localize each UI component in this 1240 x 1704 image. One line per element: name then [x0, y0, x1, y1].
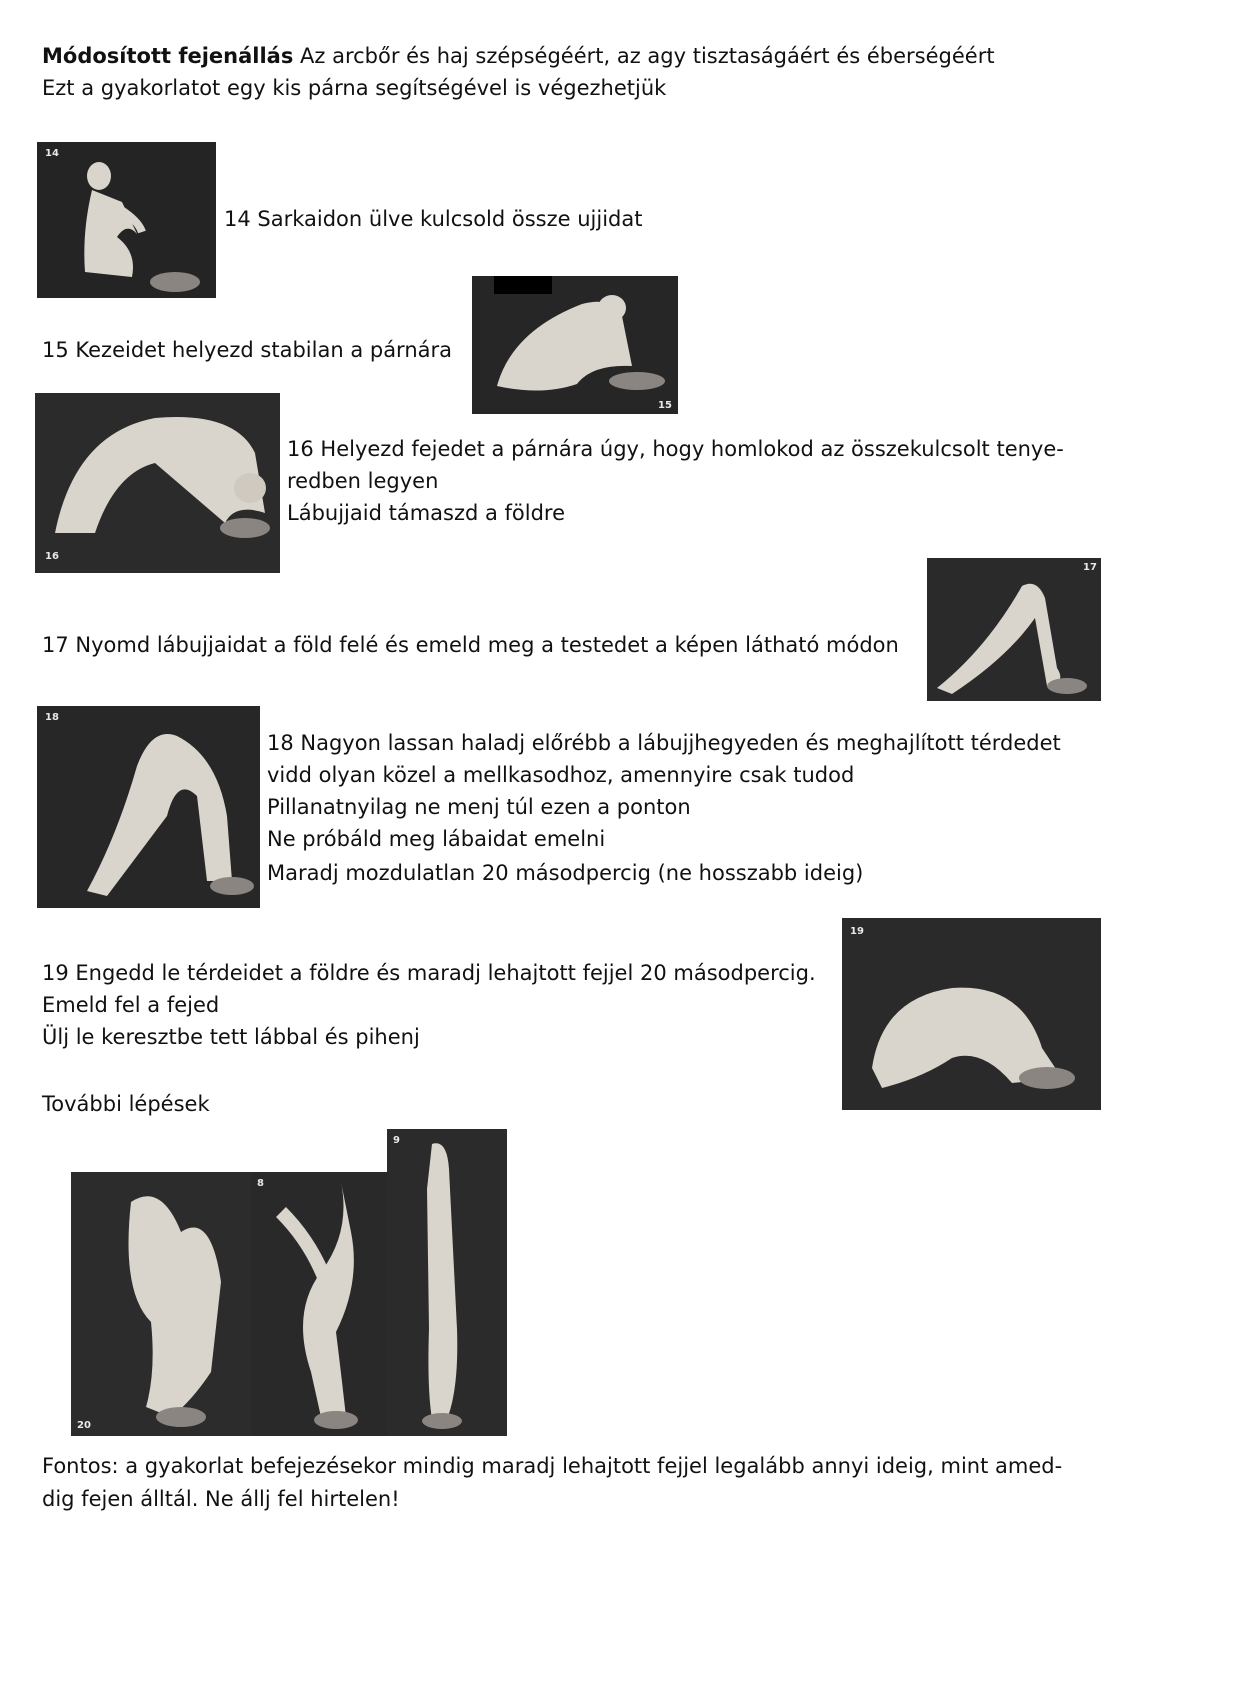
- photo-number-8: 8: [257, 1178, 264, 1189]
- step-16-line-3: Lábujjaid támaszd a földre: [287, 501, 566, 525]
- photo-number-20: 20: [77, 1420, 91, 1431]
- photo-step-18: [37, 706, 260, 908]
- photo-number-9: 9: [393, 1135, 400, 1146]
- photo-further-8: [251, 1172, 387, 1436]
- step-18-line-3: Pillanatnyilag ne menj túl ezen a ponton: [267, 795, 691, 819]
- step-17-text: 17 Nyomd lábujjaidat a föld felé és emeld meg a testedet a képen látható módon: [42, 633, 899, 657]
- photo-number-18: 18: [45, 712, 59, 723]
- photo-further-9: [387, 1129, 507, 1436]
- redaction-bar: [494, 276, 552, 294]
- heading-subtitle: Az arcbőr és haj szépségéért, az agy tisztaságáért és éberségéért: [293, 44, 995, 68]
- footer-line-2: dig fejen álltál. Ne állj fel hirtelen!: [42, 1487, 400, 1511]
- photo-step-16: [35, 393, 280, 573]
- photo-step-19: [842, 918, 1101, 1110]
- heading-line2: Ezt a gyakorlatot egy kis párna segítségével is végezhetjük: [42, 76, 667, 100]
- step-15-text: 15 Kezeidet helyezd stabilan a párnára: [42, 338, 453, 362]
- step-19-line-2: Emeld fel a fejed: [42, 993, 220, 1017]
- photo-step-15: [472, 276, 678, 414]
- photo-number-14: 14: [45, 148, 59, 159]
- photo-further-20: [71, 1172, 251, 1436]
- footer-line-1: Fontos: a gyakorlat befejezésekor mindig maradj lehajtott fejjel legalább annyi ideig, mint amed-: [42, 1454, 1063, 1478]
- step-19-line-1: 19 Engedd le térdeidet a földre és maradj lehajtott fejjel 20 másodpercig.: [42, 961, 816, 985]
- step-16-line-2: redben legyen: [287, 469, 439, 493]
- photo-number-15: 15: [658, 400, 672, 411]
- step-18-line-1: 18 Nagyon lassan haladj előrébb a lábujjhegyeden és meghajlított térdedet: [267, 731, 1061, 755]
- step-16-line-1: 16 Helyezd fejedet a párnára úgy, hogy homlokod az összekulcsolt tenye-: [287, 437, 1064, 461]
- step-18-line-4: Ne próbáld meg lábaidat emelni: [267, 827, 606, 851]
- step-18-line-2: vidd olyan közel a mellkasodhoz, amennyire csak tudod: [267, 763, 855, 787]
- step-14-text: 14 Sarkaidon ülve kulcsold össze ujjidat: [224, 207, 643, 231]
- heading-title: Módosított fejenállás: [42, 44, 294, 68]
- step-19-line-3: Ülj le keresztbe tett lábbal és pihenj: [42, 1025, 420, 1049]
- photo-step-17: [927, 558, 1101, 701]
- further-steps-label: További lépések: [42, 1092, 210, 1116]
- photo-number-16: 16: [45, 551, 59, 562]
- photo-number-19: 19: [850, 926, 864, 937]
- photo-number-17: 17: [1083, 562, 1097, 573]
- page-heading: [42, 40, 995, 72]
- photo-step-14: [37, 142, 216, 298]
- step-18-line-5: Maradj mozdulatlan 20 másodpercig (ne hosszabb ideig): [267, 861, 864, 885]
